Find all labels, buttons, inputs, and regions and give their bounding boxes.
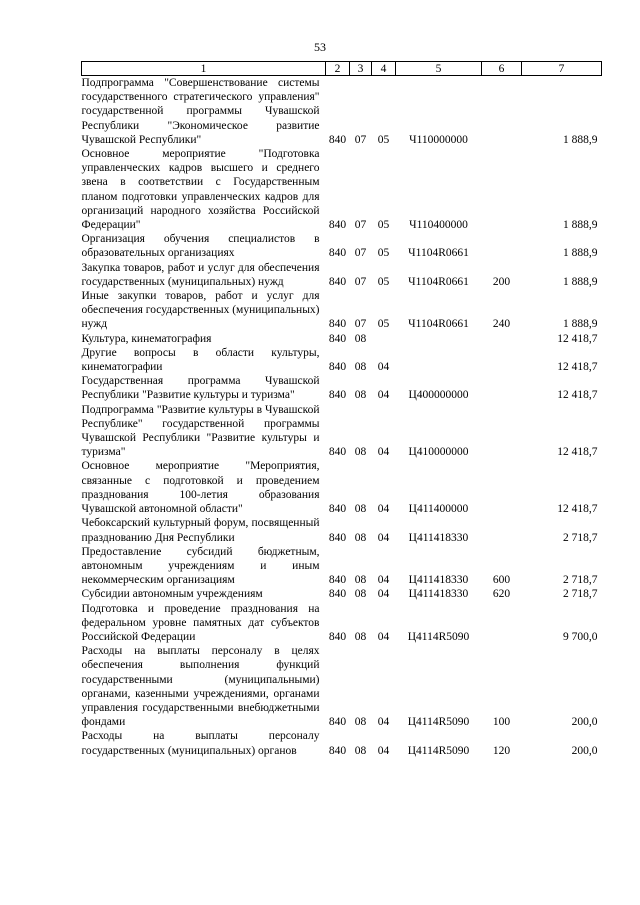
row-ministry: 840	[328, 716, 347, 729]
row-target-code: Ц400000000	[408, 389, 469, 402]
table-row	[82, 374, 602, 402]
row-section: 07	[354, 219, 367, 232]
row-subsection: 04	[377, 574, 390, 587]
row-target-code: Ч1104R0661	[408, 318, 469, 331]
row-expense-type	[482, 602, 522, 645]
row-expense-type	[482, 332, 522, 346]
row-section: 08	[354, 389, 367, 402]
row-section: 07	[354, 247, 367, 260]
row-section: 08	[354, 716, 367, 729]
row-name: Закупка товаров, работ и услуг для обеспечения государственных (муниципальных) нужд	[81, 261, 320, 288]
row-subsection: 04	[377, 389, 390, 402]
row-name: Расходы на выплаты персоналу государственных (муниципальных) органов	[81, 730, 320, 757]
row-section: 08	[354, 588, 367, 601]
row-ministry: 840	[328, 446, 347, 459]
row-name: Иные закупки товаров, работ и услуг для обеспечения государственных (муниципальных) нужд	[81, 290, 320, 331]
row-expense-type	[482, 403, 522, 460]
row-subsection: 04	[377, 630, 390, 643]
row-expense-type: 100	[492, 716, 511, 729]
row-ministry: 840	[328, 389, 347, 402]
row-amount: 12 418,7	[557, 446, 598, 459]
budget-table	[81, 61, 602, 758]
row-ministry: 840	[328, 574, 347, 587]
row-amount: 1 888,9	[563, 219, 598, 232]
row-name: Организация обучения специалистов в образовательных организациях	[81, 233, 320, 260]
row-target-code: Ц410000000	[408, 446, 469, 459]
row-section: 08	[354, 744, 367, 757]
table-row	[82, 332, 602, 346]
row-ministry: 840	[328, 588, 347, 601]
row-ministry: 840	[328, 531, 347, 544]
row-expense-type	[482, 147, 522, 232]
row-ministry: 840	[328, 630, 347, 643]
row-target-code	[396, 332, 482, 346]
row-target-code: Ц411418330	[408, 588, 469, 601]
row-ministry: 840	[328, 361, 347, 374]
row-subsection: 05	[377, 247, 390, 260]
row-target-code: Ц411418330	[408, 574, 469, 587]
row-amount: 2 718,7	[563, 531, 598, 544]
row-amount: 1 888,9	[563, 133, 598, 146]
row-amount: 12 418,7	[557, 389, 598, 402]
row-target-code: Ц411400000	[408, 503, 469, 516]
column-header-5: 5	[396, 62, 482, 76]
row-name: Основное мероприятие "Подготовка управленческих кадров высшего и среднего звена в соответствии с Государственным планом подготовки управленческих кадров для организаций народного хозяйства Российской Федерации"	[81, 148, 320, 232]
row-section: 08	[354, 446, 367, 459]
column-header-2: 2	[326, 62, 350, 76]
row-target-code	[396, 346, 482, 374]
row-name: Субсидии автономным учреждениям	[81, 588, 263, 601]
row-target-code: Ч110000000	[409, 133, 468, 146]
row-name: Культура, кинематография	[81, 332, 212, 345]
row-section: 08	[354, 503, 367, 516]
row-expense-type	[482, 346, 522, 374]
row-name: Подпрограмма "Развитие культуры в Чувашской Республике" государственной программы Чувашской Республики "Развитие культуры и туризма"	[81, 403, 320, 459]
column-header-3: 3	[350, 62, 372, 76]
row-expense-type: 620	[492, 588, 511, 601]
row-expense-type	[482, 516, 522, 544]
table-row	[82, 403, 602, 460]
row-section: 07	[354, 275, 367, 288]
table-row	[82, 346, 602, 374]
row-ministry: 840	[328, 275, 347, 288]
row-expense-type	[482, 232, 522, 260]
row-ministry: 840	[328, 318, 347, 331]
table-row	[82, 76, 602, 148]
table-row	[82, 261, 602, 289]
row-ministry: 840	[328, 332, 347, 345]
table-row	[82, 232, 602, 260]
row-subsection: 05	[377, 275, 390, 288]
table-row	[82, 729, 602, 757]
table-row	[82, 545, 602, 588]
row-amount: 2 718,7	[563, 574, 598, 587]
row-expense-type: 600	[492, 574, 511, 587]
row-amount: 12 418,7	[557, 332, 598, 345]
row-subsection: 05	[377, 318, 390, 331]
row-expense-type	[482, 459, 522, 516]
row-subsection: 04	[377, 716, 390, 729]
row-name: Расходы на выплаты персоналу в целях обеспечения выполнения функций государственными (муниципальными) органами, казенными учреждениями, органами управления государственными внебюджетными фондами	[81, 645, 320, 729]
table-header	[82, 62, 602, 76]
row-ministry: 840	[328, 219, 347, 232]
table-row	[82, 602, 602, 645]
row-amount: 12 418,7	[557, 361, 598, 374]
row-section: 08	[354, 361, 367, 374]
row-subsection	[372, 332, 396, 346]
row-amount: 1 888,9	[563, 275, 598, 288]
row-amount: 2 718,7	[563, 588, 598, 601]
row-expense-type: 200	[492, 275, 511, 288]
row-name: Подготовка и проведение празднования на федеральном уровне памятных дат субъектов Российской Федерации	[81, 602, 320, 643]
table-row	[82, 459, 602, 516]
row-name: Предоставление субсидий бюджетным, автономным учреждениям и иным некоммерческим организациям	[81, 545, 320, 587]
table-row	[82, 587, 602, 601]
row-ministry: 840	[328, 247, 347, 260]
row-expense-type	[482, 374, 522, 402]
row-section: 08	[354, 574, 367, 587]
row-amount: 200,0	[571, 744, 598, 757]
row-amount: 9 700,0	[563, 630, 598, 643]
row-expense-type: 120	[492, 744, 511, 757]
column-header-6: 6	[482, 62, 522, 76]
row-amount: 12 418,7	[557, 503, 598, 516]
row-subsection: 04	[377, 446, 390, 459]
row-subsection: 04	[377, 361, 390, 374]
row-subsection: 04	[377, 503, 390, 516]
table-row	[82, 516, 602, 544]
row-target-code: Ц4114R5090	[407, 716, 470, 729]
row-name: Основное мероприятие "Мероприятия, связанные с подготовкой и проведением празднования 100-летия образования Чувашской автономной области"	[81, 460, 320, 516]
row-name: Другие вопросы в области культуры, кинематографии	[81, 346, 320, 374]
row-section: 07	[354, 318, 367, 331]
row-amount: 1 888,9	[563, 318, 598, 331]
page-number: 53	[314, 40, 326, 54]
row-subsection: 05	[377, 219, 390, 232]
table-row	[82, 289, 602, 332]
table-body	[82, 76, 602, 758]
column-header-1: 1	[82, 62, 326, 76]
row-expense-type	[482, 76, 522, 148]
row-section: 08	[354, 332, 367, 345]
row-amount: 200,0	[571, 716, 598, 729]
row-name: Чебоксарский культурный форум, посвященный празднованию Дня Республики	[81, 517, 320, 544]
table-row	[82, 644, 602, 729]
row-amount: 1 888,9	[563, 247, 598, 260]
row-section: 07	[354, 133, 367, 146]
row-section: 08	[354, 630, 367, 643]
row-section: 08	[354, 531, 367, 544]
row-target-code: Ц4114R5090	[407, 630, 470, 643]
row-target-code: Ч1104R0661	[408, 275, 469, 288]
row-subsection: 05	[377, 133, 390, 146]
row-ministry: 840	[328, 133, 347, 146]
row-target-code: Ц4114R5090	[407, 744, 470, 757]
row-name: Государственная программа Чувашской Республики "Развитие культуры и туризма"	[81, 375, 320, 402]
column-header-7: 7	[522, 62, 602, 76]
row-subsection: 04	[377, 531, 390, 544]
row-ministry: 840	[328, 503, 347, 516]
row-expense-type: 240	[492, 318, 511, 331]
row-target-code: Ч1104R0661	[408, 247, 469, 260]
row-subsection: 04	[377, 588, 390, 601]
row-target-code: Ч110400000	[409, 219, 468, 232]
row-subsection: 04	[377, 744, 390, 757]
table-row	[82, 147, 602, 232]
row-name: Подпрограмма "Совершенствование системы государственного стратегического управления" государственной программы Чувашской Республики "Экономическое развитие Чувашской Республики"	[81, 77, 320, 146]
column-header-4: 4	[372, 62, 396, 76]
row-ministry: 840	[328, 744, 347, 757]
row-target-code: Ц411418330	[408, 531, 469, 544]
